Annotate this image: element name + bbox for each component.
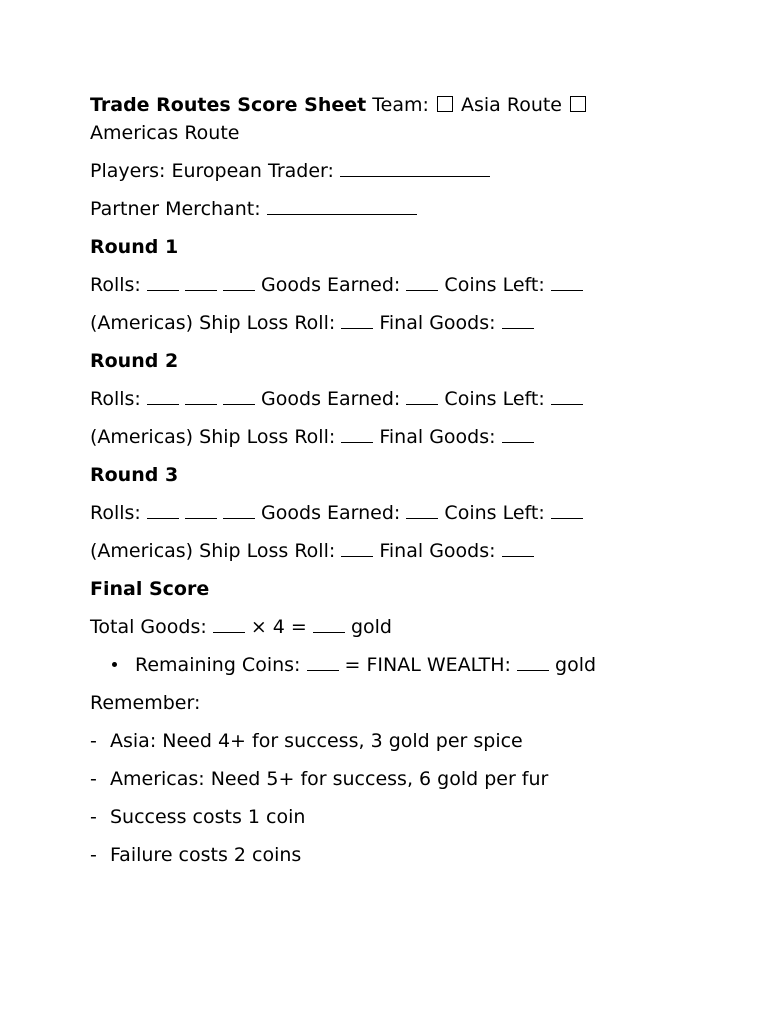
rolls-label: Rolls:	[90, 274, 141, 296]
goods-earned-label: Goods Earned:	[261, 502, 401, 524]
goods-earned-blank[interactable]	[406, 500, 438, 519]
dash-marker: -	[90, 844, 97, 866]
roll-blank[interactable]	[147, 272, 179, 291]
remember-item	[90, 803, 680, 831]
coins-left-label: Coins Left:	[444, 502, 545, 524]
remember-item-text: Asia: Need 4+ for success, 3 gold per spice	[110, 730, 523, 752]
gold-unit: gold	[350, 616, 392, 638]
rolls-line	[90, 385, 680, 413]
coins-left-blank[interactable]	[551, 386, 583, 405]
total-goods-blank[interactable]	[213, 614, 245, 633]
goods-earned-blank[interactable]	[406, 272, 438, 291]
coins-left-blank[interactable]	[551, 500, 583, 519]
ship-loss-label: (Americas) Ship Loss Roll:	[90, 426, 336, 448]
round-title: Round 3	[90, 464, 179, 486]
european-trader-line	[90, 157, 680, 185]
partner-merchant-blank[interactable]	[267, 196, 417, 215]
gold-unit: gold	[555, 654, 597, 676]
ship-loss-line	[90, 309, 680, 337]
roll-blank[interactable]	[223, 500, 255, 519]
remember-item-text: Success costs 1 coin	[110, 806, 306, 828]
final-wealth-blank[interactable]	[517, 652, 549, 671]
final-wealth-label: = FINAL WEALTH:	[344, 654, 511, 676]
title-line	[90, 91, 680, 147]
remember-item	[90, 727, 680, 755]
team-label: Team:	[372, 94, 429, 116]
final-goods-label: Final Goods:	[379, 312, 496, 334]
roll-blank[interactable]	[185, 500, 217, 519]
sheet-title: Trade Routes Score Sheet	[90, 94, 367, 116]
goods-earned-blank[interactable]	[406, 386, 438, 405]
goods-earned-label: Goods Earned:	[261, 274, 401, 296]
ship-loss-label: (Americas) Ship Loss Roll:	[90, 312, 336, 334]
coins-left-label: Coins Left:	[444, 388, 545, 410]
goods-gold-blank[interactable]	[313, 614, 345, 633]
ship-loss-label: (Americas) Ship Loss Roll:	[90, 540, 336, 562]
rolls-line	[90, 271, 680, 299]
ship-loss-blank[interactable]	[341, 310, 373, 329]
roll-blank[interactable]	[223, 272, 255, 291]
americas-route-label: Americas Route	[90, 122, 240, 144]
partner-merchant-label: Partner Merchant:	[90, 198, 261, 220]
roll-blank[interactable]	[147, 386, 179, 405]
roll-blank[interactable]	[223, 386, 255, 405]
ship-loss-line	[90, 537, 680, 565]
score-sheet	[90, 91, 680, 879]
bullet-icon	[112, 662, 117, 667]
goods-earned-label: Goods Earned:	[261, 388, 401, 410]
ship-loss-blank[interactable]	[341, 424, 373, 443]
roll-blank[interactable]	[185, 386, 217, 405]
remember-item-text: Failure costs 2 coins	[110, 844, 302, 866]
roll-blank[interactable]	[147, 500, 179, 519]
total-goods-line	[90, 613, 680, 641]
ship-loss-line	[90, 423, 680, 451]
remember-item	[90, 765, 680, 793]
final-goods-blank[interactable]	[502, 424, 534, 443]
european-trader-blank[interactable]	[340, 158, 490, 177]
remember-item	[90, 841, 680, 869]
round-title: Round 1	[90, 236, 179, 258]
total-goods-label: Total Goods:	[90, 616, 207, 638]
multiplier-text: × 4 =	[250, 616, 307, 638]
dash-marker: -	[90, 730, 97, 752]
remaining-coins-line	[90, 651, 680, 679]
remember-item-text: Americas: Need 5+ for success, 6 gold per fur	[110, 768, 549, 790]
americas-route-checkbox[interactable]	[570, 96, 586, 112]
remaining-coins-label: Remaining Coins:	[135, 654, 301, 676]
partner-merchant-line	[90, 195, 680, 223]
dash-marker: -	[90, 768, 97, 790]
coins-left-label: Coins Left:	[444, 274, 545, 296]
dash-marker: -	[90, 806, 97, 828]
rolls-label: Rolls:	[90, 388, 141, 410]
asia-route-label: Asia Route	[460, 94, 562, 116]
final-goods-label: Final Goods:	[379, 540, 496, 562]
european-trader-label: Players: European Trader:	[90, 160, 334, 182]
ship-loss-blank[interactable]	[341, 538, 373, 557]
final-score-title: Final Score	[90, 578, 210, 600]
rolls-label: Rolls:	[90, 502, 141, 524]
final-goods-blank[interactable]	[502, 310, 534, 329]
rolls-line	[90, 499, 680, 527]
remaining-coins-blank[interactable]	[307, 652, 339, 671]
final-goods-label: Final Goods:	[379, 426, 496, 448]
round-title: Round 2	[90, 350, 179, 372]
asia-route-checkbox[interactable]	[437, 96, 453, 112]
coins-left-blank[interactable]	[551, 272, 583, 291]
remember-title: Remember:	[90, 692, 201, 714]
final-goods-blank[interactable]	[502, 538, 534, 557]
roll-blank[interactable]	[185, 272, 217, 291]
